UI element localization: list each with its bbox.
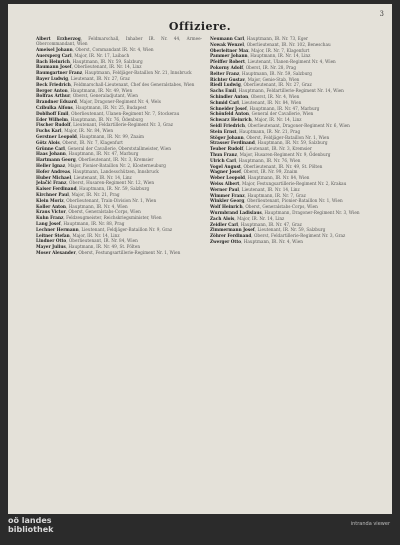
officer-entry: Czibulka Alfons, Hauptmann, IR. Nr. 25, Budapest <box>36 104 147 110</box>
officer-name: Nowak Wenzel <box>210 41 245 47</box>
officer-name: Zöhrer Ferdinand <box>210 233 252 239</box>
officer-name: Gerstner Leopold <box>36 133 77 139</box>
officer-entry: Berger Anton, Hauptmann, IR. Nr. 49, Wien <box>36 87 133 93</box>
officer-details: Hauptmann, IR. Nr. 99, Znaim <box>79 133 144 139</box>
officer-entry: Nowak Wenzel, Oberlieutenant, IR. Nr. 102, Beneschau <box>210 41 331 47</box>
officer-name: Zwerger Otto <box>210 238 242 244</box>
officer-name: Schönfeld Anton <box>210 111 249 117</box>
officer-name: Wurmbrand Ladislaus <box>210 209 262 215</box>
officer-entry: Pfeiffer Robert, Lieutenant, Ulanen-Regiment Nr. 4, Wien <box>210 59 336 65</box>
officer-name: Beck Friedrich <box>36 81 71 87</box>
officer-entry: Eder Wilhelm, Hauptmann, IR. Nr. 76, Ödenburg <box>36 116 144 122</box>
officer-name: Baumgartner Franz <box>36 70 83 76</box>
officer-name: Bayer Ludwig <box>36 75 69 81</box>
officer-details: Hauptmann, Landesschützen, Innsbruck <box>72 168 159 174</box>
officer-details: Lieutenant, IR. Nr. 3, Kremsier <box>245 146 312 152</box>
officer-details: Lieutenant, IR. Nr. 27, Graz <box>70 75 130 81</box>
officer-name: Mayer Julius <box>36 244 66 250</box>
officer-entry: Pammer Johann, Hauptmann, IR. Nr. 14, Linz <box>210 53 311 59</box>
officer-entry: Ameisel Johann, Oberst, Commandant IR. Nr. 4, Wien <box>36 47 154 52</box>
officer-details: Oberst, Generalstabs-Corps, Wien <box>68 209 141 215</box>
officer-entry: Zimmermann Josef, Lieutenant, IR. Nr. 59, Salzburg <box>210 227 326 233</box>
officer-name: Koller Anton <box>36 203 66 209</box>
officer-details: Hauptmann, IR. Nr. 73, Eger <box>246 36 309 41</box>
officer-details: Major, IR. Nr. 14, Linz <box>72 232 120 238</box>
officer-name: Reiter Franz <box>210 70 240 76</box>
officer-name: Klein Moriz <box>36 197 64 203</box>
officer-name: Doblhoff Emil <box>36 110 69 116</box>
officer-details: Hauptmann, IR. Nr. 4, Wien <box>243 238 303 244</box>
officer-name: Haas Johann <box>36 151 66 157</box>
officer-details: Hauptmann, IR. Nr. 49, St. Pölten <box>68 244 141 250</box>
officer-details: Lieutenant, Ulanen-Regiment Nr. 4, Wien <box>247 59 336 65</box>
officer-details: Hauptmann, IR. Nr. 21, Prag <box>239 128 301 134</box>
officer-entry: Schwarz Heinrich, Major, IR. Nr. 14, Linz <box>210 117 302 123</box>
officer-name: Zach Alois <box>210 215 235 221</box>
officer-details: Oberlieutenant, IR. Nr. 14, Linz <box>74 64 142 70</box>
officer-entry: Werner Paul, Lieutenant, IR. Nr. 14, Linz <box>210 186 300 192</box>
officer-entry: Fuchs Karl, Major, IR. Nr. 84, Wien <box>36 128 114 134</box>
officer-name: Heller Ignaz <box>36 162 66 168</box>
officer-entry: Oberleitner Max, Major, IR. Nr. 7, Klagenfurt <box>210 47 310 53</box>
officer-entry: Hofer Andreas, Hauptmann, Landesschützen, Innsbruck <box>36 168 159 174</box>
officer-details: Oberlieutenant, Train-Division Nr. 1, Wien <box>66 197 157 203</box>
officer-details: Major, IR. Nr. 17, Laibach <box>74 52 130 58</box>
officer-details: Oberst, IR. Nr. 4, Wien <box>250 93 300 99</box>
officer-entry: Bach Heinrich, Hauptmann, IR. Nr. 59, Salzburg <box>36 58 143 64</box>
officer-entry: Lang Josef, Hauptmann, IR. Nr. 88, Prag <box>36 220 125 226</box>
officer-entry: Kaiser Ferdinand, Hauptmann, IR. Nr. 59, Salzburg <box>36 186 150 192</box>
officer-name: Leitner Stefan <box>36 232 70 238</box>
officer-details: Oberlieutenant, Ulanen-Regiment Nr. 7, Stockerau <box>71 110 180 116</box>
officer-entry: Zeidler Carl, Hauptmann, IR. Nr. 47, Graz <box>210 221 302 227</box>
officer-details: Oberst, IR. Nr. 7, Klagenfurt <box>62 139 123 145</box>
officer-details: Oberst, Husaren-Regiment Nr. 12, Wien <box>69 180 155 186</box>
officer-name: Kuhn Franz <box>36 215 64 221</box>
officer-entry: Jelačić Franz, Oberst, Husaren-Regiment Nr. 12, Wien <box>36 180 155 186</box>
officer-details: Hauptmann, IR. Nr. 49, Wien <box>70 87 133 93</box>
officer-entry: Koller Anton, Hauptmann, IR. Nr. 4, Wien <box>36 203 128 209</box>
officer-details: Major, IR. Nr. 7, Klagenfurt <box>251 47 310 53</box>
officer-name: Fischer Rudolf <box>36 122 71 128</box>
library-logo[interactable] <box>8 516 53 534</box>
officer-name: Pfeiffer Robert <box>210 59 245 65</box>
officer-entry: Klein Moriz, Oberlieutenant, Train-Division Nr. 1, Wien <box>36 197 157 203</box>
officer-details: Hauptmann, IR. Nr. 47, Marburg <box>68 151 139 157</box>
officer-entry: Neumann Carl, Hauptmann, IR. Nr. 73, Eger <box>210 36 309 41</box>
officer-details: Hauptmann, Feldjäger-Bataillon Nr. 21, Innsbruck <box>84 70 192 76</box>
officer-entry: Ulrich Carl, Hauptmann, IR. Nr. 76, Wien <box>210 157 301 163</box>
officer-name: Weber Leopold <box>210 175 245 181</box>
officer-entry: Haas Johann, Hauptmann, IR. Nr. 47, Marburg <box>36 151 139 157</box>
officer-name: Pokorny Adolf <box>210 64 244 70</box>
officer-entry: Kuhn Franz, Feldzeugmeister, Reichskriegsminister, Wien <box>36 215 162 221</box>
officer-entry: Wagner Josef, Oberst, IR. Nr. 99, Znaim <box>210 169 298 175</box>
officer-details: Major, IR. Nr. 21, Prag <box>71 191 120 197</box>
officer-entry: Götz Alois, Oberst, IR. Nr. 7, Klagenfurt <box>36 139 123 145</box>
officer-entry: Schönfeld Anton, General der Cavallerie, Wien <box>210 111 314 117</box>
officer-name: Götz Alois <box>36 139 60 145</box>
logo-line-1: oö landes <box>8 516 52 525</box>
officer-details: Hauptmann, IR. Nr. 4, Wien <box>68 203 128 209</box>
officer-name: Kaiser Ferdinand <box>36 186 77 192</box>
officer-name: Moser Alexander <box>36 249 76 255</box>
officer-name: Grünne Carl <box>36 145 65 151</box>
officer-details: Major, Dragoner-Regiment Nr. 4, Wels <box>79 99 161 105</box>
officer-name: Weiss Albert <box>210 180 240 186</box>
officer-details: Hauptmann, IR. Nr. 59, Salzburg <box>257 140 328 146</box>
officer-name: Schwarz Heinrich <box>210 117 252 123</box>
officer-entry: Beck Friedrich, Feldmarschall-Lieutenant, Chef des Generalstabes, Wien <box>36 81 195 87</box>
officer-entry: Moser Alexander, Oberst, Festungsartillerie-Regiment Nr. 1, Wien <box>36 249 181 255</box>
officer-entry: Zwerger Otto, Hauptmann, IR. Nr. 4, Wien <box>210 238 303 244</box>
officer-entry: Wurmbrand Ladislaus, Hauptmann, Dragoner-Regiment Nr. 3, Wien <box>210 209 360 215</box>
officer-details: Oberlieutenant, IR. Nr. 102, Beneschau <box>246 41 331 47</box>
left-column <box>36 36 202 511</box>
officer-entry: Bolfras Arthur, Oberst, Generaladjutant, Wien <box>36 93 138 99</box>
logo-line-2: bibliothek <box>8 525 54 534</box>
officer-name: Wagner Josef <box>210 169 241 175</box>
officer-entry: Lechner Hermann, Lieutenant, Feldjäger-Bataillon Nr. 9, Graz <box>36 226 173 232</box>
officer-details: Major, IR. Nr. 14, Linz <box>237 215 285 221</box>
officer-details: General der Cavallerie, Wien <box>251 111 314 117</box>
officer-details: Oberst, Commandant IR. Nr. 4, Wien <box>75 47 154 52</box>
officer-name: Riedl Ludwig <box>210 82 241 88</box>
officer-entry: Sachs Emil, Hauptmann, Feldartillerie-Regiment Nr. 14, Wien <box>210 88 344 94</box>
officer-name: Lechner Hermann <box>36 226 79 232</box>
page-heading: Offiziere. <box>168 20 232 33</box>
officer-details: Feldmarschall-Lieutenant, Chef des Generalstabes, Wien <box>73 81 195 87</box>
officer-details: Lieutenant, IR. Nr. 14, Linz <box>73 174 132 180</box>
officer-details: Hauptmann, IR. Nr. 47, Marburg <box>249 105 320 111</box>
officer-name: Winkler Georg <box>210 198 245 204</box>
officer-details: Oberst, Feldjäger-Bataillon Nr. 1, Wien <box>246 134 330 140</box>
officer-name: Albert Erzherzog <box>36 36 81 41</box>
officer-details: Hauptmann, Feldartillerie-Regiment Nr. 14, Wien <box>238 88 344 94</box>
officer-entry: Winkler Georg, Oberlieutenant, Pionier-Bataillon Nr. 1, Wien <box>210 198 343 204</box>
document-page <box>8 4 392 514</box>
officer-details: Oberlieutenant, Dragoner-Regiment Nr. 6, Wien <box>247 122 350 128</box>
officer-entry: Auersperg Carl, Major, IR. Nr. 17, Laibach <box>36 52 130 58</box>
officer-entry: Kraus Victor, Oberst, Generalstabs-Corps, Wien <box>36 209 141 215</box>
officer-entry: Weiss Albert, Major, Festungsartillerie-Regiment Nr. 2, Krakau <box>210 180 347 186</box>
officer-entry: Weber Leopold, Hauptmann, IR. Nr. 84, Wien <box>210 175 310 181</box>
officer-details: Hauptmann, IR. Nr. 14, Linz <box>250 53 311 59</box>
officer-details: Lieutenant, IR. Nr. 14, Linz <box>241 186 300 192</box>
officer-entry: Richter Gustav, Major, Genie-Stab, Wien <box>210 76 300 82</box>
officer-name: Huber Michael <box>36 174 72 180</box>
officer-entry: Schmid Carl, Lieutenant, IR. Nr. 84, Wien <box>210 99 302 105</box>
text-columns <box>36 36 376 511</box>
officer-name: Stein Ernst <box>210 128 237 134</box>
officer-name: Thun Franz <box>210 151 237 157</box>
officer-entry: Pokorny Adolf, Oberst, IR. Nr. 28, Prag <box>210 64 297 70</box>
officer-name: Auersperg Carl <box>36 52 72 58</box>
officer-name: Eder Wilhelm <box>36 116 68 122</box>
officer-details: Lieutenant, Feldartillerie-Regiment Nr. 3, Graz <box>73 122 173 128</box>
officer-details: General der Cavallerie, Oberststallmeister, Wien <box>67 145 171 151</box>
officer-name: Baumann Josef <box>36 64 72 70</box>
officer-entry: Baumann Josef, Oberlieutenant, IR. Nr. 14, Linz <box>36 64 142 70</box>
officer-entry: Wolf Heinrich, Oberst, Generalstabs-Corps, Wien <box>210 204 318 210</box>
officer-entry: Brandner Eduard, Major, Dragoner-Regiment Nr. 4, Wels <box>36 99 161 105</box>
officer-name: Pammer Johann <box>210 53 248 59</box>
officer-entry: Hartmann Georg, Oberlieutenant, IR. Nr. 3, Kremsier <box>36 157 154 163</box>
officer-details: Hauptmann, IR. Nr. 59, Salzburg <box>79 186 150 192</box>
officer-details: Hauptmann, IR. Nr. 88, Prag <box>63 220 125 226</box>
officer-entry: Riedl Ludwig, Oberlieutenant, IR. Nr. 27, Graz <box>210 82 312 88</box>
right-column <box>210 36 376 511</box>
viewer-footer <box>0 514 400 545</box>
officer-details: Oberst, Festungsartillerie-Regiment Nr. 1, Wien <box>78 249 181 255</box>
officer-details: Hauptmann, IR. Nr. 59, Salzburg <box>72 58 143 64</box>
officer-name: Wolf Heinrich <box>210 204 243 210</box>
officer-details: Oberlieutenant, IR. Nr. 27, Graz <box>243 82 312 88</box>
officer-details: Hauptmann, IR. Nr. 84, Wien <box>247 175 310 181</box>
officer-name: Stöger Johann <box>210 134 244 140</box>
officer-name: Kraus Victor <box>36 209 66 215</box>
officer-details: Major, Festungsartillerie-Regiment Nr. 2, Krakau <box>242 180 347 186</box>
officer-name: Jelačić Franz <box>36 180 67 186</box>
officer-entry: Grünne Carl, General der Cavallerie, Oberststallmeister, Wien <box>36 145 171 151</box>
officer-details: Lieutenant, IR. Nr. 59, Salzburg <box>257 227 326 233</box>
officer-details: Hauptmann, Dragoner-Regiment Nr. 3, Wien <box>264 209 360 215</box>
officer-details: Oberst, Generaladjutant, Wien <box>72 93 138 99</box>
officer-name: Kirchner Paul <box>36 191 69 197</box>
officer-details: Oberst, Generalstabs-Corps, Wien <box>245 204 318 210</box>
officer-details: Oberst, IR. Nr. 28, Prag <box>245 64 297 70</box>
officer-name: Bolfras Arthur <box>36 93 71 99</box>
officer-name: Ameisel Johann <box>36 47 73 52</box>
officer-name: Schindler Anton <box>210 93 249 99</box>
officer-details: Hauptmann, IR. Nr. 76, Wien <box>238 157 301 163</box>
officer-name: Czibulka Alfons <box>36 104 73 110</box>
officer-details: Major, Pionier-Bataillon Nr. 2, Klosterneuburg <box>67 162 166 168</box>
officer-details: Oberlieutenant, Pionier-Bataillon Nr. 1, Wien <box>246 198 343 204</box>
officer-entry: Zöhrer Ferdinand, Oberst, Feldartillerie-Regiment Nr. 3, Graz <box>210 233 346 239</box>
officer-name: Strasser Ferdinand <box>210 140 255 146</box>
officer-name: Zeidler Carl <box>210 221 239 227</box>
officer-name: Wimmer Franz <box>210 192 245 198</box>
officer-entry: Zach Alois, Major, IR. Nr. 14, Linz <box>210 215 285 221</box>
officer-details: Oberst, Feldartillerie-Regiment Nr. 3, Graz <box>253 233 346 239</box>
officer-name: Berger Anton <box>36 87 68 93</box>
officer-entry: Stöger Johann, Oberst, Feldjäger-Bataillon Nr. 1, Wien <box>210 134 330 140</box>
officer-details: Oberlieutenant, IR. Nr. 84, Wien <box>68 238 138 244</box>
officer-name: Sachs Emil <box>210 88 236 94</box>
officer-entry: Strasser Ferdinand, Hauptmann, IR. Nr. 59, Salzburg <box>210 140 328 146</box>
officer-entry: Kirchner Paul, Major, IR. Nr. 21, Prag <box>36 191 120 197</box>
officer-name: Fuchs Karl <box>36 128 62 134</box>
officer-entry: Teuber Rudolf, Lieutenant, IR. Nr. 3, Kremsier <box>210 146 312 152</box>
officer-entry: Wimmer Franz, Hauptmann, IR. Nr. 7, Graz <box>210 192 306 198</box>
officer-name: Richter Gustav <box>210 76 245 82</box>
officer-details: Hauptmann, IR. Nr. 25, Budapest <box>75 104 147 110</box>
officer-entry: Vogel August, Oberlieutenant, IR. Nr. 49, St. Pölten <box>210 163 323 169</box>
officer-entry: Reiter Franz, Hauptmann, IR. Nr. 59, Salzburg <box>210 70 312 76</box>
officer-details: Oberst, IR. Nr. 99, Znaim <box>243 169 298 175</box>
officer-name: Bach Heinrich <box>36 58 70 64</box>
officer-entry: Doblhoff Emil, Oberlieutenant, Ulanen-Regiment Nr. 7, Stockerau <box>36 110 180 116</box>
officer-entry: Fischer Rudolf, Lieutenant, Feldartillerie-Regiment Nr. 3, Graz <box>36 122 173 128</box>
officer-name: Lindner Otto <box>36 238 67 244</box>
officer-entry: Stein Ernst, Hauptmann, IR. Nr. 21, Prag <box>210 128 301 134</box>
officer-details: Oberlieutenant, IR. Nr. 3, Kremsier <box>78 157 154 163</box>
officer-name: Hartmann Georg <box>36 157 76 163</box>
officer-entry: Seidl Friedrich, Oberlieutenant, Dragoner-Regiment Nr. 6, Wien <box>210 122 350 128</box>
officer-details: Lieutenant, IR. Nr. 84, Wien <box>241 99 302 105</box>
officer-name: Lang Josef <box>36 220 61 226</box>
officer-name: Seidl Friedrich <box>210 122 245 128</box>
officer-details: Oberlieutenant, IR. Nr. 49, St. Pölten <box>243 163 323 169</box>
officer-details: Feldzeugmeister, Reichskriegsminister, Wien <box>66 215 162 221</box>
officer-entry: Albert Erzherzog, Feldmarschall, Inhaber IR. Nr. 44, Armee-Obercommandant, Wien <box>36 36 202 47</box>
officer-details: Hauptmann, IR. Nr. 47, Graz <box>240 221 302 227</box>
officer-entry: Gerstner Leopold, Hauptmann, IR. Nr. 99, Znaim <box>36 133 144 139</box>
viewer-credit[interactable]: intranda viewer <box>350 521 390 527</box>
officer-name: Werner Paul <box>210 186 239 192</box>
officer-entry: Heller Ignaz, Major, Pionier-Bataillon Nr. 2, Klosterneuburg <box>36 162 166 168</box>
officer-entry: Lindner Otto, Oberlieutenant, IR. Nr. 84, Wien <box>36 238 138 244</box>
officer-entry: Mayer Julius, Hauptmann, IR. Nr. 49, St. Pölten <box>36 244 141 250</box>
officer-entry: Baumgartner Franz, Hauptmann, Feldjäger-Bataillon Nr. 21, Innsbruck <box>36 70 192 76</box>
officer-details: Major, Husaren-Regiment Nr. 9, Ödenburg <box>239 151 331 157</box>
officer-details: Major, IR. Nr. 84, Wien <box>64 128 114 134</box>
officer-name: Neumann Carl <box>210 36 245 41</box>
officer-details: Major, Genie-Stab, Wien <box>247 76 300 82</box>
officer-entry: Huber Michael, Lieutenant, IR. Nr. 14, Linz <box>36 174 132 180</box>
officer-name: Brandner Eduard <box>36 99 77 105</box>
officer-details: Major, IR. Nr. 14, Linz <box>254 117 302 123</box>
officer-details: Hauptmann, IR. Nr. 59, Salzburg <box>241 70 312 76</box>
officer-name: Schmid Carl <box>210 99 239 105</box>
officer-details: Hauptmann, IR. Nr. 76, Ödenburg <box>70 116 144 122</box>
page-number: 3 <box>379 10 384 18</box>
officer-entry: Bayer Ludwig, Lieutenant, IR. Nr. 27, Graz <box>36 75 130 81</box>
officer-entry: Thun Franz, Major, Husaren-Regiment Nr. 9, Ödenburg <box>210 151 331 157</box>
officer-name: Ulrich Carl <box>210 157 236 163</box>
officer-entry: Schneider Josef, Hauptmann, IR. Nr. 47, Marburg <box>210 105 320 111</box>
officer-name: Schneider Josef <box>210 105 247 111</box>
officer-entry: Schindler Anton, Oberst, IR. Nr. 4, Wien <box>210 93 300 99</box>
officer-entry: Leitner Stefan, Major, IR. Nr. 14, Linz <box>36 232 120 238</box>
officer-name: Zimmermann Josef <box>210 227 255 233</box>
officer-details: Lieutenant, Feldjäger-Bataillon Nr. 9, Graz <box>81 226 173 232</box>
officer-details: Hauptmann, IR. Nr. 7, Graz <box>247 192 306 198</box>
officer-name: Vogel August <box>210 163 241 169</box>
officer-details: Feldmarschall, Inhaber IR. Nr. 44, Armee-Obercommandant, Wien <box>36 36 202 47</box>
officer-name: Oberleitner Max <box>210 47 249 53</box>
officer-name: Teuber Rudolf <box>210 146 244 152</box>
officer-name: Hofer Andreas <box>36 168 71 174</box>
